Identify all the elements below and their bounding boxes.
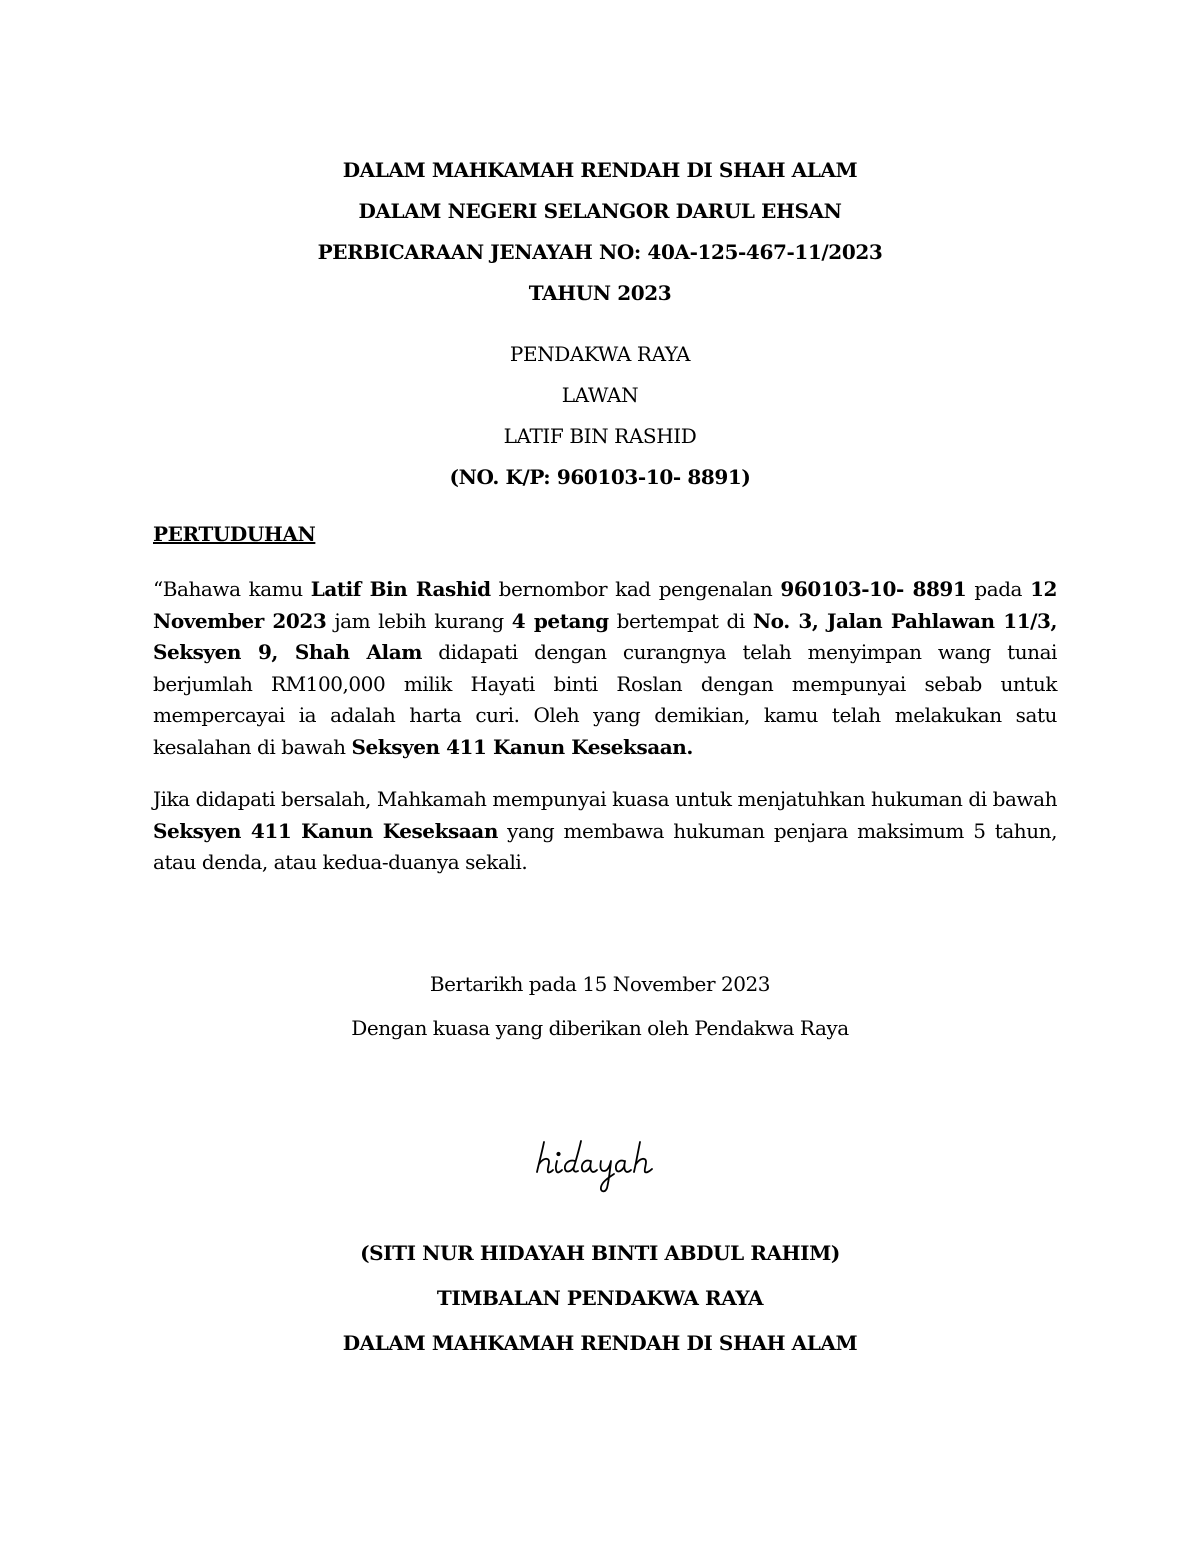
case-number: PERBICARAAN JENAYAH NO: 40A-125-467-11/2023 — [317, 240, 883, 264]
charge-text: didapati dengan curangnya telah menyimpan wang tunai berjumlah RM100,000 milik Hayati binti Roslan dengan mempunyai sebab untuk mempercayai ia adalah harta curi. Oleh yang demikian, kamu telah melakukan satu kesalahan di bawah — [153, 640, 1057, 759]
authority-line: Dengan kuasa yang diberikan oleh Pendakwa Raya — [351, 1016, 849, 1040]
charge-section: Seksyen 411 Kanun Keseksaan. — [351, 734, 693, 759]
penalty-paragraph — [153, 784, 1057, 879]
signatory-name: (SITI NUR HIDAYAH BINTI ABDUL RAHIM) — [360, 1241, 840, 1265]
date-line: Bertarikh pada 15 November 2023 — [429, 972, 771, 996]
accused-name: LATIF BIN RASHID — [503, 424, 697, 448]
charge-location: No. 3, Jalan Pahlawan 11/3, Seksyen 9, Shah Alam — [153, 608, 1058, 664]
accused-ic-number: (NO. K/P: 960103-10- 8891) — [449, 465, 751, 489]
court-heading — [0, 150, 1200, 314]
case-parties — [0, 334, 1200, 498]
dated-section — [0, 962, 1200, 1050]
charge-paragraph — [153, 574, 1057, 763]
court-state: DALAM NEGERI SELANGOR DARUL EHSAN — [358, 199, 842, 223]
prosecutor-label: PENDAKWA RAYA — [509, 342, 691, 366]
signatory-court: DALAM MAHKAMAH RENDAH DI SHAH ALAM — [342, 1331, 858, 1355]
charge-title: PERTUDUHAN — [153, 522, 316, 546]
charge-accused-name: Latif Bin Rashid — [310, 577, 491, 601]
handwritten-signature — [530, 1130, 680, 1200]
charge-time: 4 petang — [511, 608, 609, 633]
charge-date: 12 November 2023 — [153, 577, 1058, 633]
charge-text: “Bahawa kamu — [153, 577, 311, 601]
charge-text: bertempat di — [608, 608, 753, 633]
charge-text: jam lebih kurang — [326, 608, 512, 633]
charge-text: bernombor kad pengenalan — [490, 577, 781, 601]
charge-text: pada — [966, 577, 1031, 601]
charge-ic-number: 960103-10- 8891 — [780, 577, 967, 601]
versus-label: LAWAN — [561, 383, 639, 407]
case-year: TAHUN 2023 — [528, 281, 672, 305]
signatory-block — [0, 1231, 1200, 1366]
penalty-text: yang membawa hukuman penjara maksimum 5 tahun, atau denda, atau kedua-duanya sekali. — [153, 818, 1058, 874]
court-name: DALAM MAHKAMAH RENDAH DI SHAH ALAM — [342, 158, 858, 182]
penalty-text: Jika didapati bersalah, Mahkamah mempunyai kuasa untuk menjatuhkan hukuman di bawah — [153, 787, 1057, 811]
penalty-section: Seksyen 411 Kanun Keseksaan — [153, 818, 498, 843]
signatory-role: TIMBALAN PENDAKWA RAYA — [436, 1286, 764, 1310]
